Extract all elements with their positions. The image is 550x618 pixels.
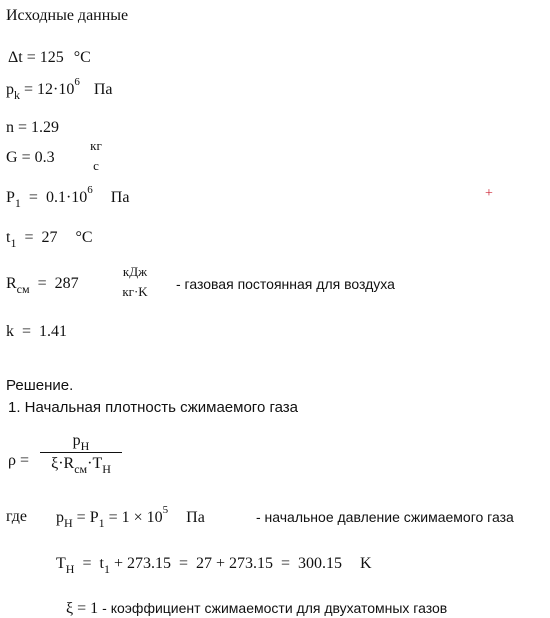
- formula-t1: [6, 229, 93, 250]
- symbol: t: [6, 229, 11, 246]
- value: 287: [54, 275, 79, 292]
- comment-compressibility: - коэффициент сжимаемости для двухатомных газов: [102, 600, 448, 616]
- equals: =: [21, 149, 31, 166]
- value: 0.3: [34, 149, 55, 166]
- red-plus-marker: +: [485, 186, 493, 201]
- value: 27: [41, 229, 58, 246]
- exponent: 5: [162, 504, 169, 516]
- subscript: 1: [14, 196, 21, 210]
- step-1-title: 1. Начальная плотность сжимаемого газа: [8, 399, 298, 416]
- subscript: 1: [103, 562, 110, 576]
- unit: °C: [75, 229, 93, 246]
- denominator: с: [93, 158, 99, 173]
- heading-source-data: Исходные данные: [6, 7, 129, 24]
- equals: =: [24, 229, 34, 246]
- formula-Rcm: [6, 275, 79, 296]
- heading-solution: Решение.: [6, 377, 74, 394]
- unit: K: [360, 555, 372, 572]
- value: 1 × 10: [121, 509, 163, 526]
- equals: =: [37, 275, 47, 292]
- symbol: P: [6, 189, 15, 206]
- value: 0.1·10: [45, 189, 88, 206]
- equals: =: [82, 555, 92, 572]
- subscript: 1: [10, 236, 17, 250]
- numerator: кг: [90, 138, 102, 153]
- value: 1: [90, 600, 99, 617]
- formula-TH: [56, 555, 372, 576]
- equals: =: [26, 49, 36, 66]
- P-symbol: P: [89, 509, 99, 526]
- equals: =: [77, 600, 87, 617]
- subscript: k: [14, 88, 20, 102]
- equals: =: [18, 119, 28, 136]
- symbol: n: [6, 119, 14, 136]
- equals: =: [24, 81, 34, 98]
- value: 1.41: [39, 323, 68, 340]
- label-where: где: [6, 508, 28, 525]
- equals: =: [22, 323, 32, 340]
- unit-fraction-kg-per-s: [84, 138, 108, 174]
- subscript: H: [80, 439, 90, 453]
- exponent: 6: [87, 184, 93, 196]
- formula-rho-lhs: [8, 453, 29, 469]
- xi-r: ξ·R: [51, 455, 75, 472]
- unit: °C: [73, 49, 91, 66]
- subscript: 1: [98, 516, 105, 530]
- equals: =: [28, 189, 38, 206]
- symbol: Δt: [8, 49, 23, 66]
- equals: =: [76, 509, 86, 526]
- formula-k: [6, 324, 67, 340]
- xi-symbol: ξ: [66, 600, 74, 617]
- value: 125: [39, 49, 64, 66]
- subscript: H: [64, 516, 73, 530]
- formula-pk: [6, 76, 113, 102]
- equals: =: [19, 452, 30, 469]
- rho-symbol: ρ: [8, 452, 16, 469]
- expression: + 273.15 = 27 + 273.15 = 300.15: [113, 555, 343, 572]
- numerator: [40, 432, 122, 452]
- comment-initial-pressure: - начальное давление сжимаемого газа: [256, 509, 514, 525]
- subscript-cm: см: [74, 462, 88, 476]
- formula-G: [6, 150, 55, 166]
- density-fraction: [40, 432, 122, 476]
- exponent: 6: [74, 76, 80, 88]
- unit: Па: [93, 81, 113, 98]
- symbol: k: [6, 323, 14, 340]
- subscript-h: H: [102, 462, 111, 476]
- t-symbol: ·T: [87, 455, 103, 472]
- formula-pH: [56, 504, 205, 530]
- unit: Па: [110, 189, 130, 206]
- unit: Па: [186, 509, 205, 526]
- denominator: [40, 452, 122, 476]
- equals: =: [108, 509, 118, 526]
- symbol: p: [6, 81, 14, 98]
- formula-P1: [6, 184, 130, 210]
- unit-fraction-kj-per-kgk: [112, 264, 158, 300]
- symbol: R: [6, 275, 17, 292]
- value: 12·10: [37, 81, 75, 98]
- subscript: H: [65, 562, 75, 576]
- t-symbol: t: [99, 555, 104, 572]
- formula-xi: [66, 601, 447, 617]
- formula-delta-t: [8, 50, 91, 66]
- denominator: кг·K: [122, 284, 148, 299]
- comment-gas-constant: - газовая постоянная для воздуха: [176, 276, 395, 292]
- p-symbol: p: [72, 432, 81, 449]
- formula-n: [6, 120, 59, 136]
- subscript: см: [16, 282, 30, 296]
- symbol: T: [56, 555, 66, 572]
- symbol: G: [6, 149, 18, 166]
- symbol: p: [56, 509, 64, 526]
- value: 1.29: [31, 119, 60, 136]
- numerator: кДж: [122, 264, 148, 279]
